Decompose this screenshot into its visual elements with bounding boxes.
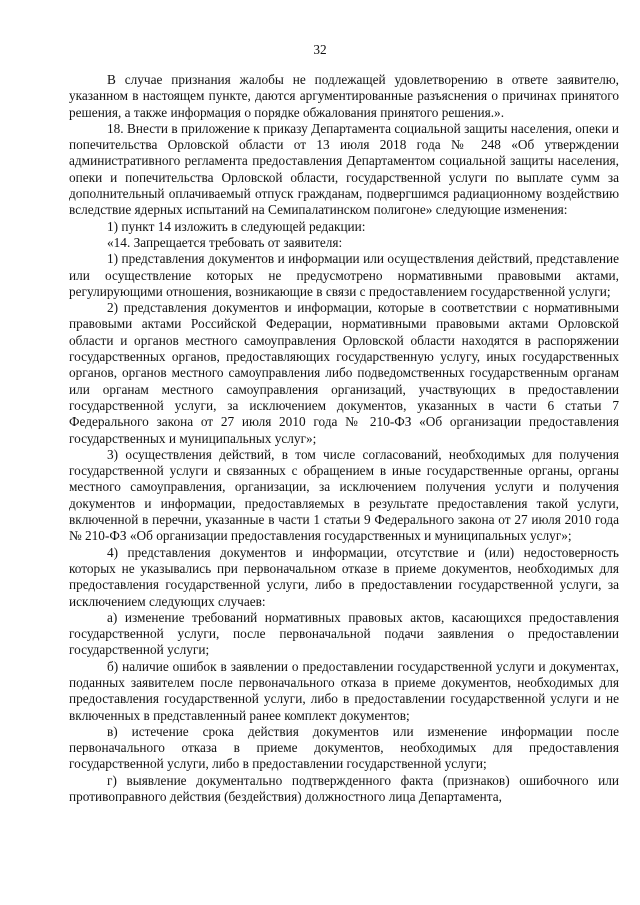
list-item-4: 4) представления документов и информации, отсутствие и (или) недостоверность которых не указывались при первоначальном отказе в приеме документов, необходимых для предоставления государственной услуги, либо в предоставлении государственной услуги, за исключением следующих случаев: xyxy=(69,544,619,609)
sub-item-a: а) изменение требований нормативных правовых актов, касающихся предоставления государственной услуги, после первоначальной подачи заявления о предоставлении государственной услуги; xyxy=(69,609,619,658)
sub-item-g: г) выявление документально подтвержденного факта (признаков) ошибочного или противоправного действия (бездействия) должностного лица Департамента, xyxy=(69,772,619,805)
sub-item-v: в) истечение срока действия документов или изменение информации после первоначального отказа в приеме документов, необходимых для предоставления государственной услуги, либо в предоставлении государственной услуги; xyxy=(69,723,619,772)
list-item-1: 1) представления документов и информации или осуществления действий, представление или осуществление которых не предусмотрено нормативными правовыми актами, регулирующими отношения, возникающие в связи с предоставлением государственной услуги; xyxy=(69,251,619,299)
document-body xyxy=(69,72,619,805)
paragraph-complaint-rejection: В случае признания жалобы не подлежащей удовлетворению в ответе заявителю, указанном в настоящем пункте, даются аргументированные разъяснения о причинах принятого решения, а также информация о порядке обжалования принятого решения.». xyxy=(69,72,619,120)
paragraph-prohibited-requirements: «14. Запрещается требовать от заявителя: xyxy=(107,234,343,250)
list-item-2: 2) представления документов и информации, которые в соответствии с нормативными правовыми актами Российской Федерации, нормативными правовыми актами Орловской области и органов местного самоуправления Орловской области находятся в распоряжении государственных органов, предоставляющих государственную услугу, иных государственных органов, органов местного самоуправления либо подведомственных государственным органам или органам местного самоуправления организаций, участвующих в предоставлении государственной услуги, за исключением документов, указанных в части 6 статьи 7 Федерального закона от 27 июля 2010 года № 210-ФЗ «Об организации предоставления государственных и муниципальных услуг»; xyxy=(69,300,619,446)
paragraph-point-14-change: 1) пункт 14 изложить в следующей редакции: xyxy=(107,218,366,234)
list-item-3: 3) осуществления действий, в том числе согласований, необходимых для получения государственной услуги и связанных с обращением в иные государственные органы, органы местного самоуправления, организации, за исключением получения услуги и получения документов и информации, предоставляемых в результате предоставления такой услуги, включенной в перечни, указанные в части 1 статьи 9 Федерального закона от 27 июля 2010 года № 210-ФЗ «Об организации предоставления государственных и муниципальных услуг»; xyxy=(69,446,619,544)
sub-item-b: б) наличие ошибок в заявлении о предоставлении государственной услуги и документах, поданных заявителем после первоначального отказа в приеме документов, необходимых для предоставления государственной услуги, либо в предоставлении государственной услуги и не включенных в представленный ранее комплект документов; xyxy=(69,658,619,723)
paragraph-item-18: 18. Внести в приложение к приказу Департамента социальной защиты населения, опеки и попечительства Орловской области от 13 июля 2018 года № 248 «Об утверждении административного регламента предоставления Департаментом социальной защиты населения, опеки и попечительства Орловской области, государственной услуги по выплате сумм за дополнительный оплачиваемый отпуск гражданам, подвергшимся радиационному воздействию вследствие ядерных испытаний на Семипалатинском полигоне» следующие изменения: xyxy=(69,120,619,218)
page-number: 32 xyxy=(313,42,327,57)
